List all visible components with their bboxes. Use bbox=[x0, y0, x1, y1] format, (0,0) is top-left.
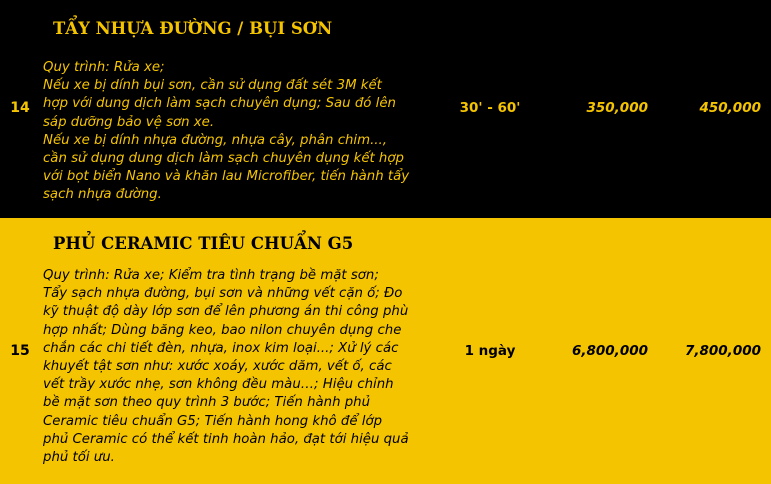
service-description: Quy trình: Rửa xe; Kiểm tra tình trạng bề mặt sơn; Tẩy sạch nhựa đường, bụi sơn và những vết cặn ố; Đo kỹ thuật độ dày lớp sơn để lên phương án thi công phù hợp nhất; Dùng băng keo, bao nilon chuyên dụng che chắn các chi tiết đèn, nhựa, inox kim loại...; Xử lý các khuyết tật sơn như: xước xoáy, xước dăm, vết ố, các vết trầy xước nhẹ, sơn không đều màu…; Hiệu chỉnh bề mặt sơn theo quy trình 3 bước; Tiến hành phủ Ceramic tiêu chuẩn G5; Tiến hành hong khô để lớp phủ Ceramic có thể kết tinh hoàn hảo, đạt tới hiệu quả phủ tối ưu. bbox=[43, 268, 409, 466]
service-row-15 bbox=[0, 218, 771, 484]
service-price-2: 450,000 bbox=[699, 100, 761, 116]
service-number: 14 bbox=[10, 100, 30, 116]
service-duration: 30' - 60' bbox=[459, 100, 521, 116]
service-description: Quy trình: Rửa xe; Nếu xe bị dính bụi sơn, cần sử dụng đất sét 3M kết hợp với dung dịch làm sạch chuyên dụng; Sau đó lên sáp dưỡng bảo vệ sơn xe. Nếu xe bị dính nhựa đường, nhựa cây, phân chim..., cần sử dụng dung dịch làm sạch chuyên dụng kết hợp với bọt biển Nano và khăn lau Microfiber, tiến hành tẩy sạch nhựa đường. bbox=[43, 60, 410, 203]
service-price-1: 6,800,000 bbox=[571, 343, 648, 359]
service-row-14 bbox=[0, 0, 771, 218]
service-price-2: 7,800,000 bbox=[684, 343, 761, 359]
service-price-1: 350,000 bbox=[586, 100, 648, 116]
service-number: 15 bbox=[10, 343, 30, 359]
service-title: TẨY NHỰA ĐƯỜNG / BỤI SƠN bbox=[53, 19, 333, 38]
service-title: PHỦ CERAMIC TIÊU CHUẨN G5 bbox=[53, 234, 354, 253]
service-duration: 1 ngày bbox=[464, 343, 516, 359]
